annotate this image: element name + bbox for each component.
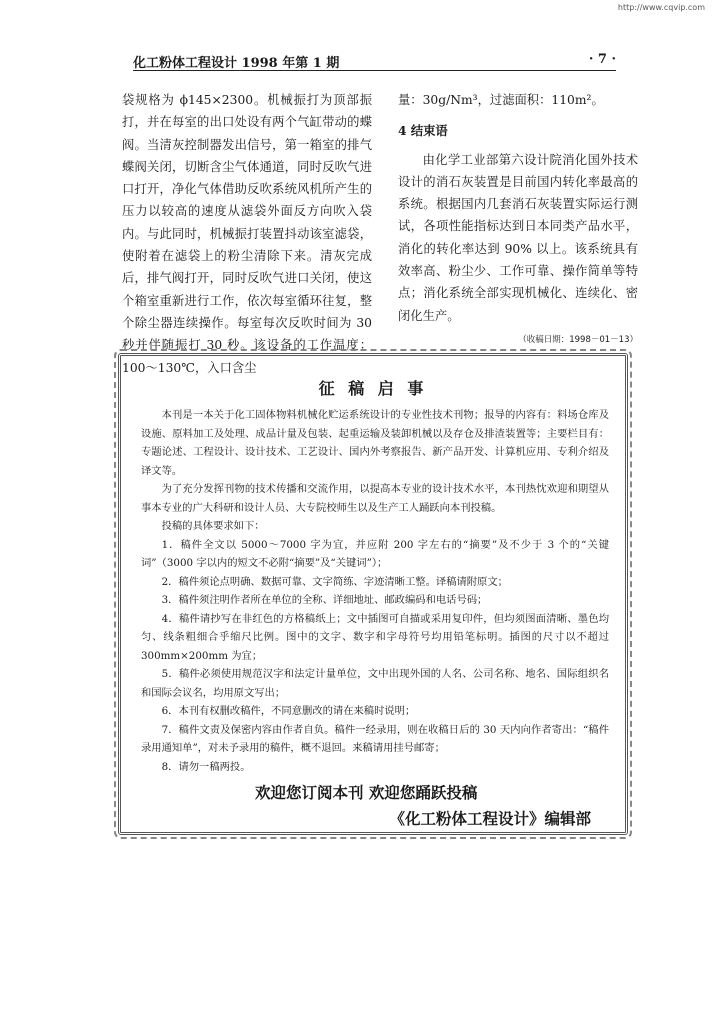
requirement-item: 7．稿件文责及保密内容由作者自负。稿件一经录用，则在收稿日后的 30 天内向作者寄出：“稿件录用通知单”，对未予录用的稿件，概不退回。来稿请用挂号邮寄； <box>141 723 609 754</box>
journal-title: 化工粉体工程设计 1998 年第 1 期 <box>133 56 340 71</box>
notice-intro: 本刊是一本关于化工固体物料机械化贮运系统设计的专业性技术刊物；报导的内容有：料场仓库及设施、原料加工及处理、成品计量及包装、起重运输及装卸机械以及存仓及排渣装置等；主要栏目有：专题论述、工程设计、设计技术、工艺设计、国内外考察报告、新产品开发、计算机应用、专利介绍及译文等。 <box>141 409 609 477</box>
requirement-item: 3．稿件须注明作者所在单位的全称、详细地址、邮政编码和电话号码； <box>161 594 488 606</box>
slogan: 欢迎您订阅本刊 欢迎您踊跃投稿 <box>255 784 478 802</box>
section-heading: 4 结束语 <box>398 123 448 139</box>
right-column <box>398 89 638 347</box>
left-column <box>122 89 372 379</box>
notice-body <box>141 406 609 776</box>
source-url: http://www.cqvip.com <box>617 3 705 12</box>
requirements-heading: 投稿的具体要求如下： <box>161 520 265 532</box>
page-number: · 7 · <box>588 52 616 67</box>
received-date: （收稿日期：1998－01－13） <box>518 334 638 345</box>
editorial-signature: 《化工粉体工程设计》编辑部 <box>389 810 591 828</box>
requirement-item: 4．稿件请抄写在非红色的方格稿纸上；文中插图可自描或采用复印件，但均须图面清晰、墨色均匀、线条粗细合乎缩尺比例。图中的文字、数字和字母符号均用铅笔标明。插图的尺寸以不超过 300mm×200mm 为宜； <box>141 612 609 662</box>
requirement-item: 5．稿件必须使用规范汉字和法定计量单位，文中出现外国的人名、公司名称、地名、国际组织名和国际会议名，均用原文写出； <box>141 668 609 699</box>
body-paragraph: 袋规格为 ϕ145×2300。机械振打为顶部振打，并在每室的出口处设有两个气缸带动的蝶阀。当清灰控制器发出信号，第一箱室的排气蝶阀关闭，切断含尘气体通道，同时反吹气进口打开，净化气体借助反吹系统风机所产生的压力以较高的速度从滤袋外面反方向吹入袋内。与此同时，机械振打装置抖动该室滤袋，使附着在滤袋上的粉尘清除下来。清灰完成后，排气阀打开，同时反吹气进口关闭，使这个箱室重新进行工作，依次每室循环往复，整个除尘器连续操作。每室每次反吹时间为 30 秒并伴随振打 30 秒。该设备的工作温度：100～130℃，入口含尘 <box>122 93 372 375</box>
requirement-item: 6．本刊有权删改稿件，不同意删改的请在来稿时说明； <box>161 705 416 717</box>
running-header <box>133 52 616 71</box>
notice-purpose: 为了充分发挥刊物的技术传播和交流作用，以提高本专业的设计技术水平，本刊热忱欢迎和期望从事本专业的广大科研和设计人员、大专院校师生以及生产工人踊跃向本刊投稿。 <box>141 483 609 514</box>
notice-title: 征 稿 启 事 <box>318 379 428 398</box>
requirement-item: 2．稿件须论点明确、数据可靠、文字简练、字迹清晰工整。译稿请附原文； <box>161 575 508 588</box>
continuation-text: 量：30g/Nm³，过滤面积：110m²。 <box>398 93 604 107</box>
call-for-papers-box <box>118 353 628 835</box>
conclusion-paragraph: 由化学工业部第六设计院消化国外技术设计的消石灰装置是目前国内转化率最高的系统。根据国内几套消石灰装置实际运行测试，各项性能指标达到日本同类产品水平，消化的转化率达到 90% 以上。该系统具有效率高、粉尘少、工作可靠、操作简单等特点；消化系统全部实现机械化、连续化、密闭化生产。 <box>398 152 638 323</box>
requirement-item: 8．请勿一稿两投。 <box>161 760 251 773</box>
requirement-item: 1．稿件全文以 5000～7000 字为宜，并应附 200 字左右的“摘要”及不少于 3 个的“关键词”（3000 字以内的短文不必附“摘要”及“关键词”）； <box>141 538 609 569</box>
